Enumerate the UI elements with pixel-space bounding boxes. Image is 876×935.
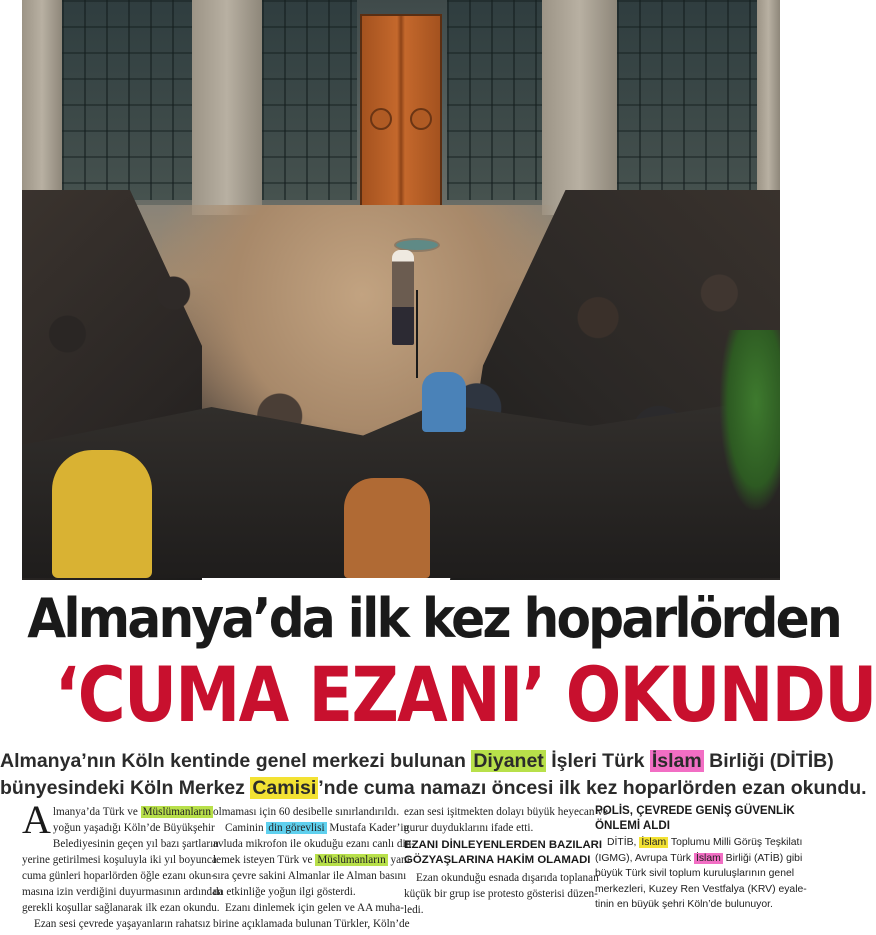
highlight-green: Diyanet: [473, 750, 544, 772]
person-yellow-jacket: [52, 450, 152, 578]
highlight-yellow: Camisi: [252, 777, 317, 799]
body-line: Belediyesinin geçen yıl bazı şartların: [52, 838, 219, 850]
highlight-green: Müslümanların: [317, 854, 386, 866]
body-line: merkezleri, Kuzey Ren Vestfalya (KRV) eyale-: [595, 883, 807, 895]
spot-text: Almanya’nın Köln kentinde genel merkezi bulunan: [0, 750, 472, 772]
spot-text: bünyesindeki Köln Merkez: [0, 777, 251, 799]
door-ornament: [370, 108, 392, 130]
microphone-stand: [416, 290, 418, 378]
body-line: avluda mikrofon ile okuduğu ezanı canlı din-: [213, 838, 415, 850]
door-ornament: [410, 108, 432, 130]
subheading-line: ÖNLEMİ ALDI: [595, 818, 670, 832]
body-line: birine açıklamada bulunan Türkler, Köln’de: [213, 918, 410, 930]
body-line: küçük bir grup ise protesto gösterisi düzen-: [404, 888, 598, 900]
body-line: gurur duyduklarını ifade etti.: [404, 822, 534, 834]
person-orange-jacket: [344, 478, 430, 578]
body-text: lemek isteyen Türk ve: [213, 854, 316, 866]
body-line: cuma günleri hoparlörden öğle ezanı okun-: [22, 870, 215, 882]
subheading-line: EZANI DİNLEYENLERDEN BAZILARI: [404, 839, 603, 851]
body-line: masına izin verdiğini duyurmasının ardından: [22, 886, 223, 898]
highlight-pink: İslam: [695, 852, 721, 864]
article-column-3: [404, 804, 608, 918]
body-line: büyük Türk sivil toplum kuruluşlarının genel: [595, 868, 795, 879]
body-line: yoğun yaşadığı Köln’de Büyükşehir: [52, 822, 215, 834]
body-line: Ezan okunduğu esnada dışarıda toplanan: [416, 872, 599, 884]
spot-text: Birliği (DİTİB): [703, 750, 834, 772]
body-text: Toplumu Milli Görüş Teşkilatı: [668, 837, 803, 848]
body-text: (IGMG), Avrupa Türk: [595, 852, 694, 864]
body-text: Mustafa Kader’in: [326, 822, 410, 834]
body-text: Birliği (ATİB) gibi: [722, 852, 803, 864]
body-line: [213, 852, 410, 868]
body-line: ezan sesi işitmekten dolayı büyük heyecan ve: [404, 806, 608, 818]
subheading: [595, 804, 795, 833]
article-column-4: [595, 804, 807, 913]
highlight-cyan: din görevlisi: [268, 822, 325, 834]
drop-cap: A: [22, 797, 51, 842]
body-line: gerekli koşullar sağlanarak ilk ezan okundu.: [22, 902, 220, 914]
subheading: [404, 838, 603, 867]
highlight-yellow: İslam: [641, 837, 667, 848]
body-line: [595, 835, 803, 851]
news-photo: [22, 0, 780, 578]
article-column-1: [22, 797, 223, 932]
cameraman-blue-jacket: [422, 372, 466, 432]
subheading-line: GÖZYAŞLARINA HAKİM OLAMADI: [404, 853, 591, 866]
body-line: [595, 851, 803, 867]
spot-text: İşleri Türk: [545, 750, 650, 772]
muezzin-figure: [392, 250, 414, 345]
body-line: da etkinliğe yoğun ilgi gösterdi.: [213, 886, 356, 898]
highlight-pink: İslam: [651, 750, 702, 772]
body-line: Ezan sesi çevrede yaşayanların rahatsız: [34, 918, 211, 930]
body-line: Ezanı dinlemek için gelen ve AA muha-: [225, 902, 404, 914]
spot-line-1: [0, 750, 834, 773]
body-line: yerine getirilmesi koşuluyla iki yıl boyunca: [22, 854, 217, 866]
body-line: tinin en büyük şehri Köln’de bulunuyor.: [595, 899, 773, 910]
body-text: Caminin: [225, 822, 267, 834]
body-line: ledi.: [404, 904, 424, 916]
body-text: yanı: [387, 854, 410, 866]
highlight-green: Müslümanların: [142, 806, 211, 818]
tree: [720, 330, 780, 510]
spot-text: ’nde cuma namazı öncesi ilk kez hoparlörden ezan okundu.: [318, 777, 867, 799]
headline-line-1: Almanya’da ilk kez hoparlörden: [27, 587, 840, 650]
body-line: olmaması için 60 desibelle sınırlandırıldı.: [213, 806, 400, 818]
spot-line-2: [0, 777, 867, 800]
body-text: lmanya’da Türk ve: [52, 806, 141, 818]
body-line: [213, 820, 410, 836]
headline-line-2: ‘CUMA EZANI’ OKUNDU: [54, 650, 876, 739]
body-line: sıra çevre sakini Almanlar ile Alman basını: [213, 870, 407, 882]
subheading-line: POLİS, ÇEVREDE GENİŞ GÜVENLİK: [595, 804, 795, 817]
body-text: DİTİB,: [607, 837, 640, 848]
